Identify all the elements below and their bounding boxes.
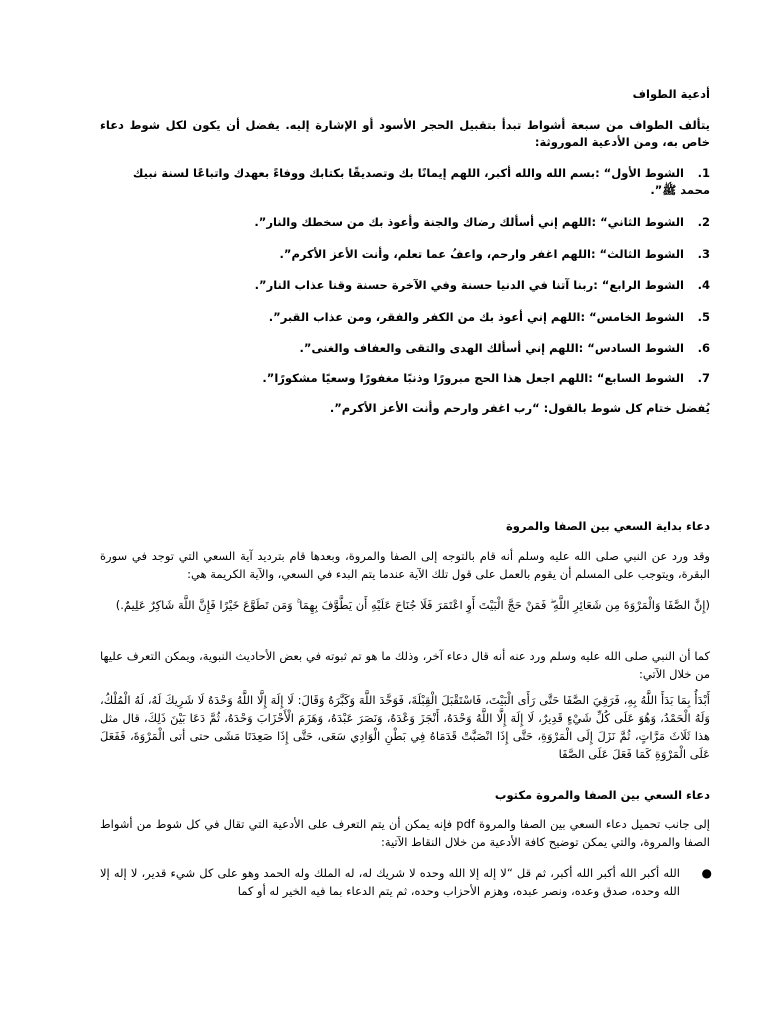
round-text: الشوط الرابع“ :ربنا آتنا في الدنيا حسنة وفي الآخرة حسنة وقنا عذاب النار”.	[254, 278, 684, 292]
round-number: 1.	[697, 166, 710, 180]
round-2	[100, 214, 710, 231]
round-5	[100, 309, 710, 326]
sai-paragraph-2: كما أن النبي صلى الله عليه وسلم ورد عنه أنه قال دعاء آخر، وذلك ما هو تم ثبوته في بعض الأحاديث النبوية، ويمكن التعرف عليها من خلال الآتي:	[100, 649, 710, 681]
round-text: الشوط السابع“ :اللهم اجعل هذا الحج مبرورًا وذنبًا مغفورًا وسعيًا مشكورًا”.	[262, 371, 684, 385]
round-4	[100, 277, 710, 294]
hadith-text: أَبْدَأُ بِمَا بَدَأَ اللَّهُ بِهِ، فَرَقِيَ الصَّفَا حَتَّى رَأَى الْبَيْتَ، فَاسْتَقْبَلَ الْقِبْلَةَ، فَوَحَّدَ اللَّهَ وَكَبَّرَهُ وَقَالَ: لَا إِلَهَ إِلَّا اللَّهُ وَحْدَهُ لَا شَرِيكَ لَهُ، لَهُ الْمُلْكُ، وَلَهُ الْحَمْدُ، وَهُوَ عَلَى كُلِّ شَيْءٍ قَدِيرٌ، لَا إِلَهَ إِلَّا اللَّهُ وَحْدَهُ، أَنْجَزَ وَعْدَهُ، وَنَصَرَ عَبْدَهُ، وَهَزَمَ الْأَحْزَابَ وَحْدَهُ، ثُمَّ دَعَا بَيْنَ ذَلِكَ، قال مثل هذا ثَلَاثَ مَرَّاتٍ، ثُمَّ نَزَلَ إِلَى الْمَرْوَةِ، حَتَّى إِذَا انْصَبَّتْ قَدَمَاهُ فِي بَطْنِ الْوَادِي سَعَى، حَتَّى إِذَا صَعِدَتَا مَشَى حتى أتى الْمَرْوَةَ، فَفَعَلَ عَلَى الْمَرْوَةِ كَمَا فَعَلَ عَلَى الصَّفَا	[100, 693, 710, 761]
round-1	[100, 165, 710, 199]
round-6	[100, 340, 710, 357]
round-text: الشوط الخامس“ :اللهم إني أعوذ بك من الكفر والفقر، ومن عذاب القبر”.	[268, 310, 684, 324]
round-text: الشوط السادس“ :اللهم إني أسألك الهدى والتقى والعفاف والغنى”.	[299, 341, 684, 355]
bullet-icon: ●	[701, 866, 712, 880]
round-number: 5.	[697, 310, 710, 324]
round-text: الشوط الثالث“ :اللهم اغفر وارحم، واعفُ عما تعلم، وأنت الأعز الأكرم”.	[279, 247, 684, 261]
quran-verse: (إِنَّ الصَّفَا وَالْمَرْوَةَ مِن شَعَائِرِ اللَّهِ ۖ فَمَنْ حَجَّ الْبَيْتَ أَوِ اعْتَمَرَ فَلَا جُنَاحَ عَلَيْهِ أَن يَطَّوَّفَ بِهِمَا ۚ وَمَن تَطَوَّعَ خَيْرًا فَإِنَّ اللَّهَ شَاكِرٌ عَلِيمٌ.)	[115, 598, 710, 612]
bullet-text: الله أكبر الله أكبر الله أكبر، ثم قل “لا إله إلا الله وحده لا شريك له، له الملك وله الحمد وهو على كل شيء قدير، لا إله إلا الله وحده، صدق وعده، ونصر عبده، وهزم الأحزاب وحده، ثم يتم الدعاء بما فيه الخير له أو كما	[100, 866, 680, 898]
section-title-tawaf: أدعية الطواف	[632, 87, 710, 101]
round-text: الشوط الثاني“ :اللهم إني أسألك رضاك والجنة وأعوذ بك من سخطك والنار”.	[254, 215, 684, 229]
round-number: 7.	[697, 371, 710, 385]
round-number: 4.	[697, 278, 710, 292]
round-number: 3.	[697, 247, 710, 261]
section-title-sai-written: دعاء السعي بين الصفا والمروة مكتوب	[494, 788, 710, 802]
round-number: 6.	[697, 341, 710, 355]
round-3	[100, 246, 710, 263]
bullet-item	[100, 864, 710, 900]
tawaf-closing: يُفضل ختام كل شوط بالقول: “رب اغفر وارحم وأنت الأعز الأكرم”.	[329, 401, 710, 415]
section-title-sai-start: دعاء بداية السعي بين الصفا والمروة	[505, 519, 710, 533]
sai-written-paragraph: إلى جانب تحميل دعاء السعي بين الصفا والمروة pdf فإنه يمكن أن يتم التعرف على الأدعية التي تقال في كل شوط من أشواط الصفا والمروة، والتي يمكن توضيح كافة الأدعية من خلال النقاط الآتية:	[100, 817, 710, 849]
round-number: 2.	[697, 215, 710, 229]
round-text: الشوط الأول“ :بسم الله والله أكبر، اللهم إيمانًا بك وتصديقًا بكتابك ووفاءً بعهدك واتباعًا لسنة نبيك محمد ﷺ”.	[132, 166, 710, 197]
round-7	[100, 370, 710, 387]
sai-paragraph-1: وقد ورد عن النبي صلى الله عليه وسلم أنه قام بالتوجه إلى الصفا والمروة، وبعدها قام بترديد آية السعي التي توجد في سورة البقرة، ويتوجب على المسلم أن يقوم بالعمل على قول تلك الآية عندما يتم البدء في السعي، والآية الكريمة هي:	[100, 549, 710, 581]
verse-text: إِنَّ الصَّفَا وَالْمَرْوَةَ مِن شَعَائِرِ اللَّهِ ۖ فَمَنْ حَجَّ الْبَيْتَ أَوِ اعْتَمَرَ فَلَا جُنَاحَ عَلَيْهِ أَن يَطَّوَّفَ بِهِمَا ۚ وَمَن تَطَوَّعَ خَيْرًا فَإِنَّ اللَّهَ شَاكِرٌ عَلِيمٌ.	[120, 598, 706, 612]
tawaf-intro: يتألف الطواف من سبعة أشواط تبدأ بتقبيل الحجر الأسود أو الإشارة إليه. يفضل أن يكون لكل شوط دعاء خاص به، ومن الأدعية الموروثة:	[100, 118, 710, 149]
